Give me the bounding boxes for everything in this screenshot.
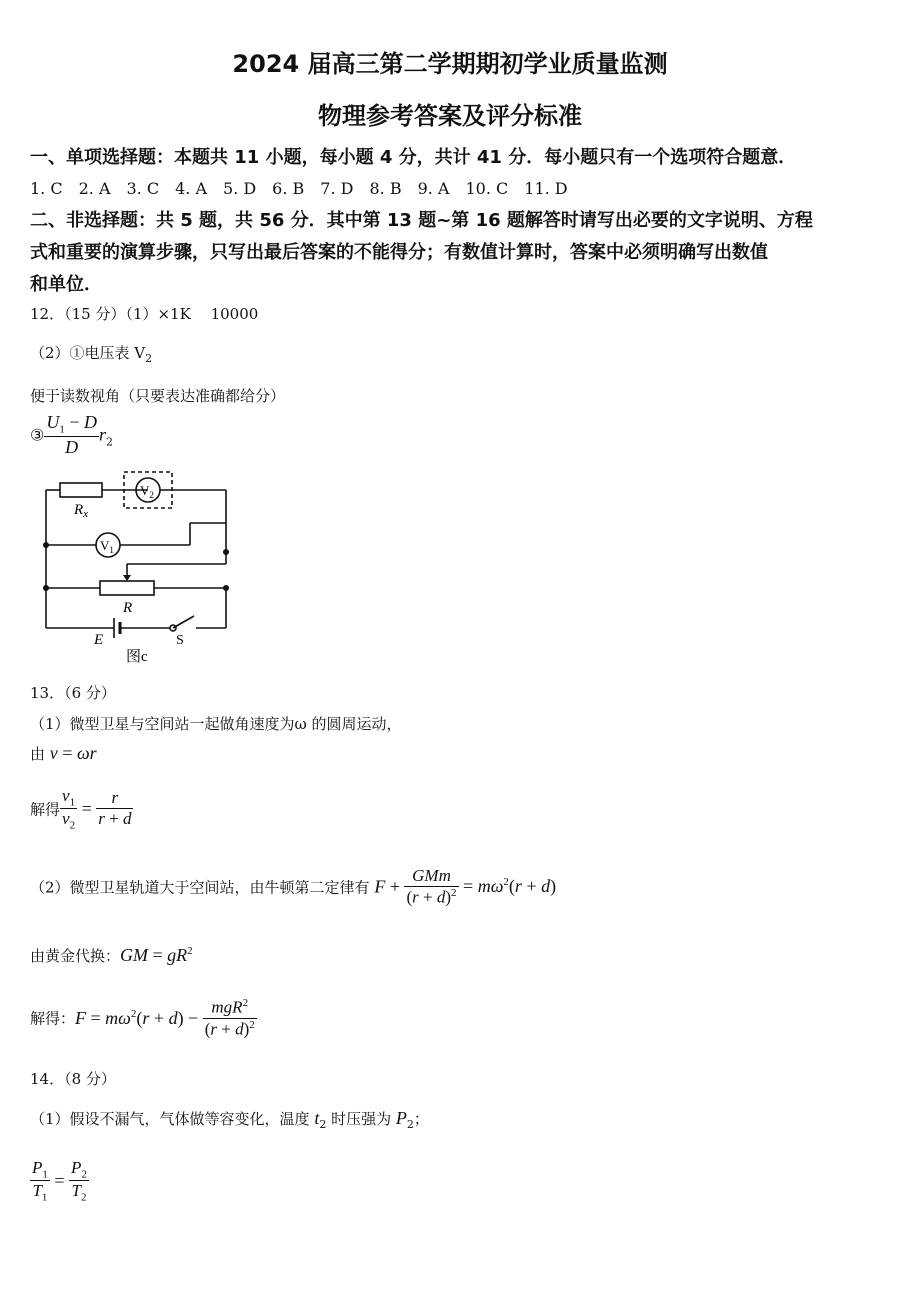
page-subtitle: 物理参考答案及评分标准 — [318, 102, 582, 130]
q14-p1-a: （1）假设不漏气，气体做等容变化，温度 — [30, 1110, 315, 1128]
label-rx: $R_x$ — [74, 502, 89, 520]
label-e: E — [94, 632, 104, 648]
label-v2: $V_2$ — [140, 483, 154, 500]
label-v1: $V_1$ — [100, 538, 114, 555]
q13-p1: （1）微型卫星与空间站一起做角速度为ω 的圆周运动， — [30, 715, 402, 733]
rheostat-r — [100, 581, 154, 595]
q13-title: 13．（6 分） — [30, 684, 116, 702]
q12-fraction: $\frac{U_1 - D}{D}$ — [46, 412, 97, 457]
q14-formula: $\frac{P_1}{T_1}$ = $\frac{P_2}{T_2}$ — [32, 1158, 87, 1204]
q14-p1-b: 时压强为 — [326, 1110, 396, 1128]
resistor-rx — [60, 483, 102, 497]
q13-p4: （2）微型卫星轨道大于空间站，由牛顿第二定律有 F + $\frac{\text{GMm}}{(r + d)^2}$ = $m\omega^2(r + d)$ — [30, 866, 557, 907]
q13-p4-text: （2）微型卫星轨道大于空间站，由牛顿第二定律有 — [30, 878, 375, 897]
q12-line2 — [30, 342, 152, 365]
section1-heading: 一、单项选择题：本题共 11 小题，每小题 4 分，共计 41 分．每小题只有一个选项符合题意． — [30, 147, 797, 168]
q12-formula: ③ $\frac{U_1 - D}{D}$ $r_2$ — [30, 412, 114, 457]
q12-line2-sub: 2 — [145, 352, 153, 365]
q13-p3: 解得 $\frac{v_1}{v_2}$ = $\frac{r}{r + d}$ — [30, 786, 132, 832]
q13-p2: 由 v = ωr — [30, 743, 97, 763]
section2-heading-line1: 二、非选择题：共 5 题，共 56 分．其中第 13 题~第 16 题解答时请写出必要的文字说明、方程 — [30, 210, 813, 231]
q13-p5: 由黄金代换：GM = $gR^2$ — [30, 945, 193, 965]
section2-heading-line3: 和单位． — [30, 274, 102, 295]
page-title: 2024 届高三第二学期期初学业质量监测 — [232, 50, 668, 78]
figure-caption: 图c — [126, 649, 148, 665]
q12-line2-prefix: （2）①电压表 V — [30, 344, 146, 362]
q12-line1: 12．（15 分）（1）×1K 10000 — [30, 305, 259, 323]
q14-p1: （1）假设不漏气，气体做等容变化，温度 $t_2$ 时压强为 $P_2$； — [30, 1108, 429, 1131]
label-s: S — [176, 633, 184, 648]
circuit-diagram — [30, 468, 250, 668]
q12-formula-prefix: ③ — [30, 425, 45, 445]
q14-title: 14．（8 分） — [30, 1070, 116, 1088]
section2-heading-line2: 式和重要的演算步骤，只写出最后答案的不能得分；有数值计算时，答案中必须明确写出数值 — [30, 242, 768, 263]
q14-p1-c: ； — [413, 1110, 429, 1128]
q13-p2-prefix: 由 — [30, 745, 50, 763]
section1-answers: 1. C 2. A 3. C 4. A 5. D 6. B 7. D 8. B 9. A 10. C 11. D — [30, 179, 568, 198]
q13-p3-prefix: 解得 — [30, 800, 61, 819]
q12-line3: 便于读数视角（只要表达准确都给分） — [30, 387, 286, 405]
q13-p6-text: 解得： — [30, 1009, 76, 1028]
label-r: R — [123, 600, 133, 616]
q13-p5-text: 由黄金代换： — [30, 947, 121, 965]
q13-p6: 解得：$F = m\omega^2(r + d)$ − $\frac{mgR^2}{(r + d)^2}$ — [30, 997, 255, 1039]
